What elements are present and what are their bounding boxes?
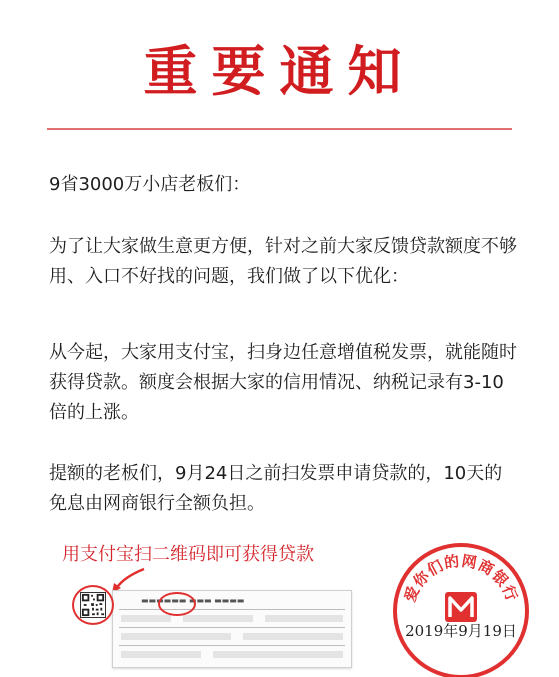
greeting-text: 9省3000万小店老板们： — [49, 174, 251, 195]
invoice-header: ▬▬▬▬▬▬ ▬▬▬ ▬▬▬▬ — [141, 596, 245, 605]
cta-text: 用支付宝扫二维码即可获得贷款 — [62, 544, 314, 565]
m-logo-icon — [445, 592, 477, 622]
seal-text: 爱你们的网商银行 — [400, 551, 522, 605]
invoice-code-highlight-ring — [158, 592, 196, 616]
page-title: 重要通知 — [143, 40, 416, 103]
qr-highlight-ring — [72, 585, 114, 625]
paragraph-2: 从今起，大家用支付宝，扫身边任意增值税发票，就能随时获得贷款。额度会根据大家的信用情况、纳税记录有3-10倍的上涨。 — [49, 342, 517, 423]
paragraph-1: 为了让大家做生意更方便，针对之前大家反馈贷款额度不够用、入口不好找的问题，我们做了以下优化： — [49, 236, 517, 287]
invoice-image — [112, 590, 352, 668]
title-divider — [47, 128, 512, 130]
bank-seal-stamp — [390, 540, 532, 677]
seal-date: 2019年9月19日 — [405, 622, 517, 640]
paragraph-3: 提额的老板们，9月24日之前扫发票申请贷款的，10天的免息由网商银行全额负担。 — [49, 463, 503, 514]
